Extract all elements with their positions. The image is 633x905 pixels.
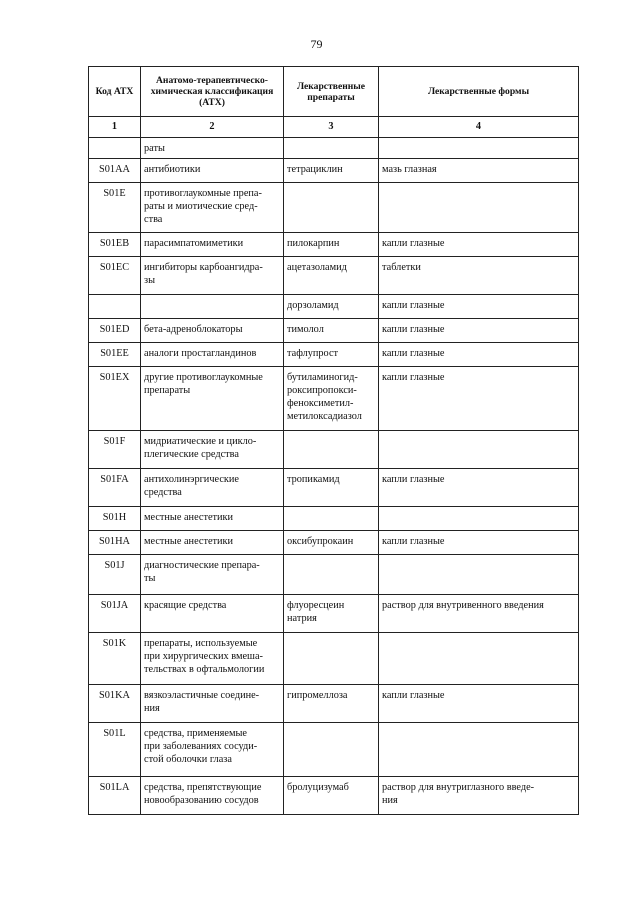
- column-number: 2: [141, 117, 284, 138]
- table-row: [89, 469, 579, 507]
- atx-code-cell: S01K: [89, 633, 141, 685]
- table-row: [89, 531, 579, 555]
- table-row: [89, 295, 579, 319]
- header-classification: Анатомо-терапевтическо-химическая классификация (АТХ): [141, 67, 284, 117]
- classification-cell: парасимпатомиметики: [141, 233, 284, 257]
- form-cell: капли глазные: [379, 319, 579, 343]
- form-cell: капли глазные: [379, 685, 579, 723]
- drug-cell: флуоресцеин натрия: [284, 595, 379, 633]
- form-cell: капли глазные: [379, 343, 579, 367]
- table-row: [89, 138, 579, 159]
- header-row: [89, 67, 579, 117]
- atx-code-cell: S01KA: [89, 685, 141, 723]
- classification-cell: препараты, используемые при хирургических вмеша- тельствах в офтальмологии: [141, 633, 284, 685]
- table-row: [89, 257, 579, 295]
- drug-cell: [284, 723, 379, 777]
- form-cell: капли глазные: [379, 367, 579, 431]
- drug-cell: тропикамид: [284, 469, 379, 507]
- table-row: [89, 555, 579, 595]
- drug-cell: [284, 633, 379, 685]
- classification-cell: средства, применяемые при заболеваниях сосуди- стой оболочки глаза: [141, 723, 284, 777]
- form-cell: [379, 723, 579, 777]
- header-drugs: Лекарственные препараты: [284, 67, 379, 117]
- drug-cell: тимолол: [284, 319, 379, 343]
- form-cell: капли глазные: [379, 233, 579, 257]
- table-row: [89, 595, 579, 633]
- drug-cell: [284, 507, 379, 531]
- column-number-row: [89, 117, 579, 138]
- header-forms: Лекарственные формы: [379, 67, 579, 117]
- atx-code-cell: S01FA: [89, 469, 141, 507]
- atx-code-cell: S01EB: [89, 233, 141, 257]
- column-number: 4: [379, 117, 579, 138]
- classification-cell: [141, 295, 284, 319]
- atx-code-cell: S01EC: [89, 257, 141, 295]
- form-cell: [379, 138, 579, 159]
- classification-cell: диагностические препара- ты: [141, 555, 284, 595]
- drug-cell: бутиламиногид- роксипропокси- феноксиметил- метилоксадиазол: [284, 367, 379, 431]
- form-cell: раствор для внутривенного введения: [379, 595, 579, 633]
- atx-code-cell: S01H: [89, 507, 141, 531]
- atx-code-cell: S01JA: [89, 595, 141, 633]
- table-row: [89, 431, 579, 469]
- atx-table: [88, 66, 579, 815]
- header-code: Код АТХ: [89, 67, 141, 117]
- form-cell: капли глазные: [379, 295, 579, 319]
- form-cell: мазь глазная: [379, 159, 579, 183]
- form-cell: таблетки: [379, 257, 579, 295]
- classification-cell: противоглаукомные препа- раты и миотические сред- ства: [141, 183, 284, 233]
- table-row: [89, 319, 579, 343]
- form-cell: капли глазные: [379, 531, 579, 555]
- classification-cell: бета-адреноблокаторы: [141, 319, 284, 343]
- form-cell: капли глазные: [379, 469, 579, 507]
- classification-cell: местные анестетики: [141, 507, 284, 531]
- atx-code-cell: S01F: [89, 431, 141, 469]
- table-row: [89, 723, 579, 777]
- atx-code-cell: S01EE: [89, 343, 141, 367]
- drug-cell: бролуцизумаб: [284, 777, 379, 815]
- table-row: [89, 343, 579, 367]
- classification-cell: аналоги простагландинов: [141, 343, 284, 367]
- drug-cell: тетрациклин: [284, 159, 379, 183]
- column-number: 1: [89, 117, 141, 138]
- form-cell: [379, 555, 579, 595]
- atx-code-cell: S01AA: [89, 159, 141, 183]
- form-cell: [379, 431, 579, 469]
- atx-code-cell: [89, 138, 141, 159]
- table-row: [89, 233, 579, 257]
- classification-cell: другие противоглаукомные препараты: [141, 367, 284, 431]
- form-cell: [379, 633, 579, 685]
- drug-cell: ацетазоламид: [284, 257, 379, 295]
- atx-code-cell: S01ED: [89, 319, 141, 343]
- form-cell: раствор для внутриглазного введе- ния: [379, 777, 579, 815]
- atx-code-cell: S01J: [89, 555, 141, 595]
- table-row: [89, 159, 579, 183]
- atx-code-cell: S01EX: [89, 367, 141, 431]
- drug-cell: дорзоламид: [284, 295, 379, 319]
- atx-code-cell: S01HA: [89, 531, 141, 555]
- classification-cell: красящие средства: [141, 595, 284, 633]
- form-cell: [379, 183, 579, 233]
- table-row: [89, 685, 579, 723]
- drug-cell: [284, 555, 379, 595]
- classification-cell: ингибиторы карбоангидра- зы: [141, 257, 284, 295]
- drug-cell: [284, 431, 379, 469]
- atx-code-cell: S01E: [89, 183, 141, 233]
- table-row: [89, 633, 579, 685]
- column-number: 3: [284, 117, 379, 138]
- classification-cell: антихолинэргические средства: [141, 469, 284, 507]
- drug-cell: [284, 183, 379, 233]
- page-number: 79: [310, 37, 323, 51]
- atx-code-cell: [89, 295, 141, 319]
- form-cell: [379, 507, 579, 531]
- classification-cell: средства, препятствующие новообразованию сосудов: [141, 777, 284, 815]
- table-row: [89, 183, 579, 233]
- table-row: [89, 507, 579, 531]
- drug-cell: оксибупрокаин: [284, 531, 379, 555]
- classification-cell: антибиотики: [141, 159, 284, 183]
- atx-code-cell: S01L: [89, 723, 141, 777]
- drug-cell: пилокарпин: [284, 233, 379, 257]
- table-row: [89, 777, 579, 815]
- classification-cell: местные анестетики: [141, 531, 284, 555]
- classification-cell: мидриатические и цикло- плегические средства: [141, 431, 284, 469]
- classification-cell: вязкоэластичные соедине- ния: [141, 685, 284, 723]
- drug-cell: [284, 138, 379, 159]
- atx-code-cell: S01LA: [89, 777, 141, 815]
- drug-cell: тафлупрост: [284, 343, 379, 367]
- drug-cell: гипромеллоза: [284, 685, 379, 723]
- classification-cell: раты: [141, 138, 284, 159]
- table-row: [89, 367, 579, 431]
